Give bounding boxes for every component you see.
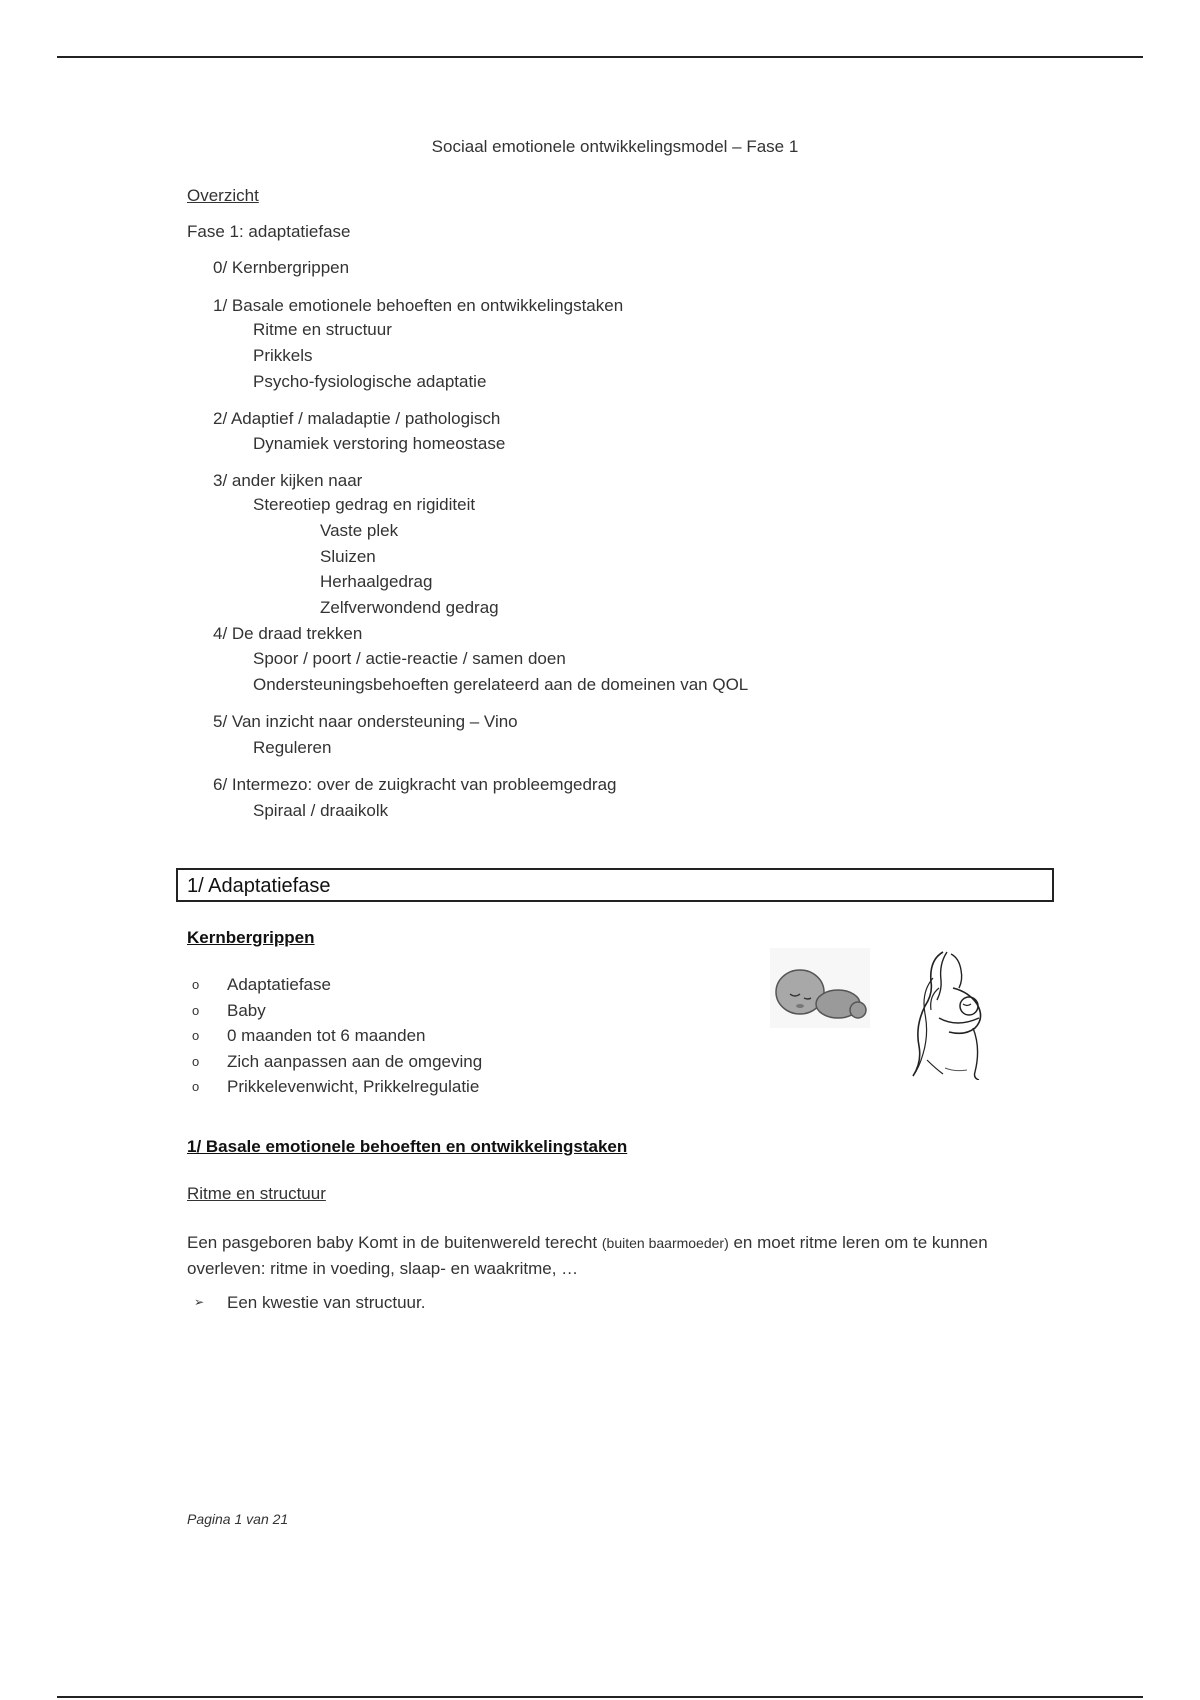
toc-sub-item: Reguleren — [253, 738, 332, 757]
kern-heading: Kernbergrippen — [187, 928, 315, 947]
toc-sub-item: Psycho-fysiologische adaptatie — [253, 372, 487, 391]
bullet-circle-icon: o — [192, 977, 200, 992]
bullet-circle-icon: o — [192, 1079, 200, 1094]
toc-sub-item: Prikkels — [253, 346, 313, 365]
bullet-circle-icon: o — [192, 1028, 200, 1043]
toc-sub-item: Ritme en structuur — [253, 320, 392, 339]
toc-sub-item: Spoor / poort / actie-reactie / samen doen — [253, 649, 566, 668]
basale-heading: 1/ Basale emotionele behoeften en ontwikkelingstaken — [187, 1137, 628, 1156]
body-paragraph: Een pasgeboren baby Komt in de buitenwereld terecht (buiten baarmoeder) en moet ritme leren om te kunnen overleven: ritme in voeding, slaap- en waakritme, … — [187, 1233, 988, 1278]
toc-sub-item: Stereotiep gedrag en rigiditeit — [253, 495, 476, 514]
toc-sub-item: Ondersteuningsbehoeften gerelateerd aan de domeinen van QOL — [253, 675, 749, 694]
toc-subsub-item: Sluizen — [320, 547, 376, 566]
toc-item-1: 1/ Basale emotionele behoeften en ontwikkelingstaken — [213, 296, 624, 315]
toc-sub-item: Spiraal / draaikolk — [253, 801, 389, 820]
header-rule — [57, 56, 1143, 58]
arrow-bullet-icon: ➢ — [194, 1295, 205, 1309]
overview-heading: Overzicht — [187, 186, 259, 205]
toc-item-6: 6/ Intermezo: over de zuigkracht van probleemgedrag — [213, 775, 617, 794]
bullet-circle-icon: o — [192, 1002, 200, 1018]
toc-item-0: 0/ Kernbergrippen — [213, 258, 350, 277]
toc-item-4: 4/ De draad trekken — [213, 624, 363, 643]
toc-sub-item: Dynamiek verstoring homeostase — [253, 434, 506, 453]
toc-subsub-item: Zelfverwondend gedrag — [320, 598, 499, 617]
bullet-circle-icon: o — [192, 1053, 200, 1069]
toc-subsub-item: Vaste plek — [320, 521, 399, 540]
toc-item-3: 3/ ander kijken naar — [213, 471, 363, 490]
toc-subsub-item: Herhaalgedrag — [320, 572, 433, 591]
mother-holding-baby-illustration — [903, 948, 993, 1080]
section-heading-box — [176, 868, 1054, 902]
document-title: Sociaal emotionele ontwikkelingsmodel – Fase 1 — [431, 137, 799, 156]
toc-item-5: 5/ Van inzicht naar ondersteuning – Vino — [213, 712, 518, 731]
footer-rule — [57, 1696, 1143, 1698]
toc-item-2: 2/ Adaptief / maladaptie / pathologisch — [213, 409, 501, 428]
section-heading: 1/ Adaptatiefase — [187, 875, 331, 897]
sleeping-baby-illustration — [770, 948, 870, 1028]
phase-line: Fase 1: adaptatiefase — [187, 222, 351, 241]
ritme-heading: Ritme en structuur — [187, 1184, 326, 1203]
page-footer: Pagina 1 van 21 — [187, 1511, 289, 1527]
